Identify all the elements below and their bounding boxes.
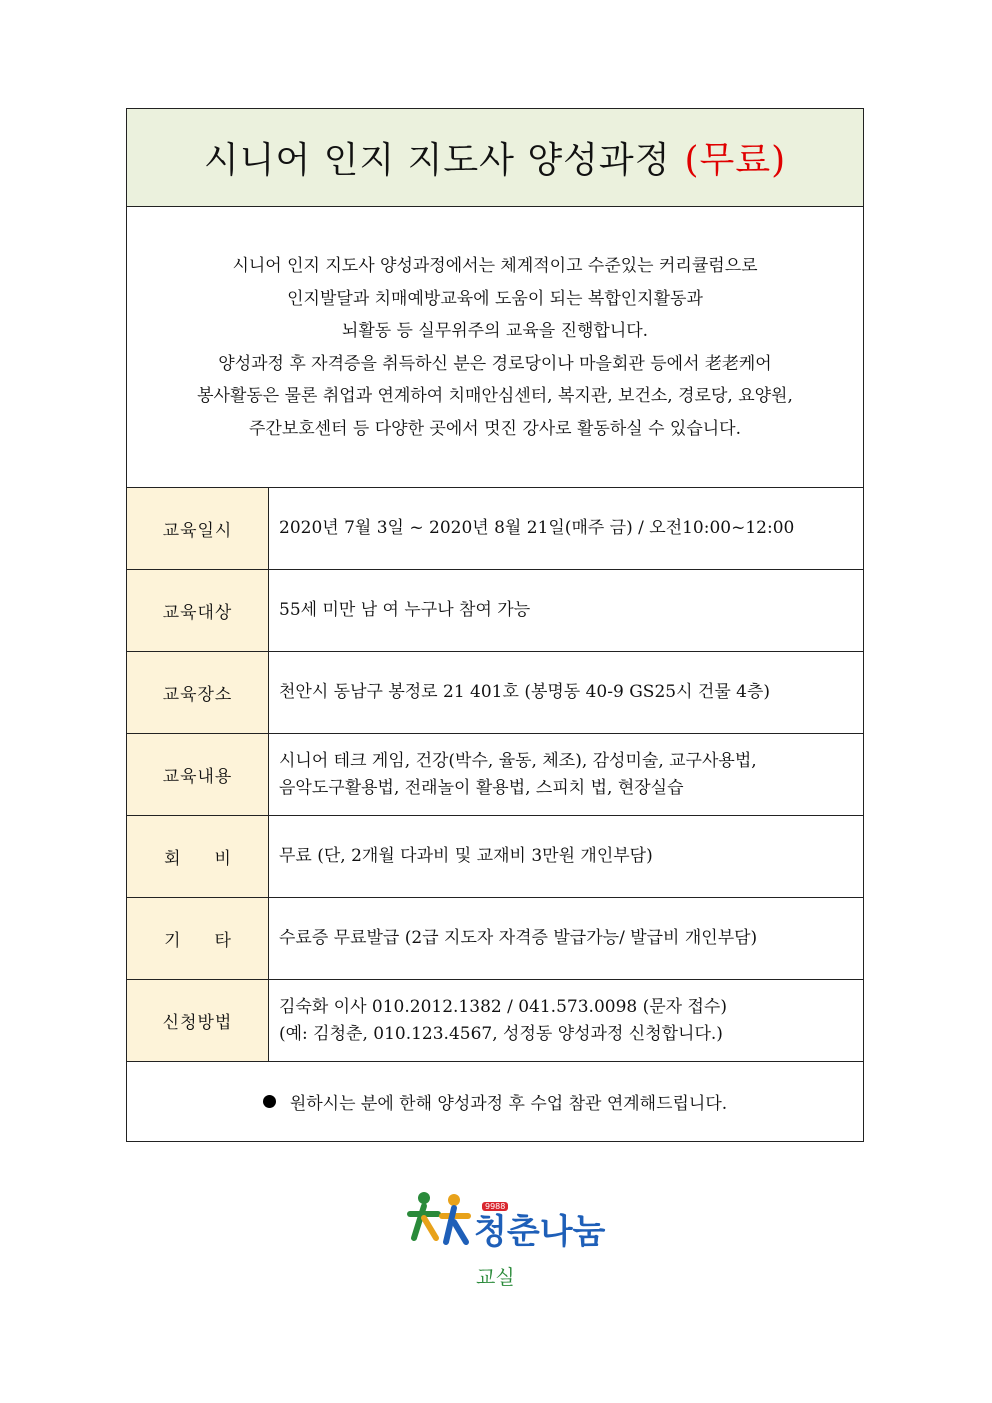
row-label: 신청방법 <box>127 980 269 1061</box>
row-apply <box>127 980 863 1062</box>
row-value <box>269 898 863 979</box>
row-value <box>269 488 863 569</box>
footer-note-row <box>127 1061 863 1141</box>
page-title: 시니어 인지 지도사 양성과정 <box>203 140 671 181</box>
row-target <box>127 570 863 652</box>
row-content <box>127 734 863 816</box>
intro-line: 봉사활동은 물론 취업과 연계하여 치매안심센터, 복지관, 보건소, 경로당, 요양원, <box>197 386 793 407</box>
logo-text <box>474 1204 614 1293</box>
logo-badge: 9988 <box>482 1202 508 1211</box>
row-value-line: 무료 (단, 2개월 다과비 및 교재비 3만원 개인부담) <box>279 846 653 866</box>
footer-note: 원하시는 분에 한해 양성과정 후 수업 참관 연계해드립니다. <box>289 1093 728 1114</box>
intro-line: 인지발달과 치매예방교육에 도움이 되는 복합인지활동과 <box>287 288 703 309</box>
title-row <box>127 109 863 207</box>
logo <box>404 1188 614 1289</box>
row-value-line: 김숙화 이사 010.2012.1382 / 041.573.0098 (문자 접수) <box>279 996 727 1017</box>
logo-sub: 교실 <box>476 1265 515 1289</box>
intro-line: 양성과정 후 자격증을 취득하신 분은 경로당이나 마을회관 등에서 老老케어 <box>218 353 772 374</box>
row-value-line: 시니어 테크 게임, 건강(박수, 율동, 체조), 감성미술, 교구사용법, <box>279 750 757 771</box>
logo-figure-icon <box>404 1188 474 1252</box>
row-label: 교육일시 <box>127 488 269 569</box>
row-location <box>127 652 863 734</box>
free-label: (무료) <box>684 140 787 181</box>
bullet-icon <box>263 1095 276 1108</box>
row-value-line: 2020년 7월 3일 ~ 2020년 8월 21일(매주 금) / 오전10:00~12:00 <box>279 518 795 538</box>
row-value-line: 수료증 무료발급 (2급 지도자 자격증 발급가능/ 발급비 개인부담) <box>279 928 758 948</box>
intro-line: 주간보호센터 등 다양한 곳에서 멋진 강사로 활동하실 수 있습니다. <box>248 418 742 439</box>
logo-main: 청춘나눔 <box>474 1212 606 1252</box>
intro-text <box>127 206 863 488</box>
row-label: 회비 <box>127 816 269 897</box>
row-value <box>269 816 863 897</box>
row-label: 기타 <box>127 898 269 979</box>
row-label: 교육장소 <box>127 652 269 733</box>
intro-line: 시니어 인지 지도사 양성과정에서는 체계적이고 수준있는 커리큘럼으로 <box>232 256 758 276</box>
row-label: 교육대상 <box>127 570 269 651</box>
info-document <box>126 108 864 1142</box>
row-value-line: (예: 김청춘, 010.123.4567, 성정동 양성과정 신청합니다.) <box>279 1023 723 1044</box>
row-schedule <box>127 488 863 570</box>
row-value <box>269 980 863 1061</box>
intro-line: 뇌활동 등 실무위주의 교육을 진행합니다. <box>341 321 649 342</box>
row-value <box>269 734 863 815</box>
row-value-line: 천안시 동남구 봉정로 21 401호 (봉명동 40-9 GS25시 건물 4층) <box>279 682 771 702</box>
row-other <box>127 898 863 980</box>
row-fee <box>127 816 863 898</box>
row-value-line: 55세 미만 남 여 누구나 참여 가능 <box>279 600 531 620</box>
row-label: 교육내용 <box>127 734 269 815</box>
row-value <box>269 652 863 733</box>
row-value-line: 음악도구활용법, 전래놀이 활용법, 스피치 법, 현장실습 <box>279 777 684 798</box>
row-value <box>269 570 863 651</box>
